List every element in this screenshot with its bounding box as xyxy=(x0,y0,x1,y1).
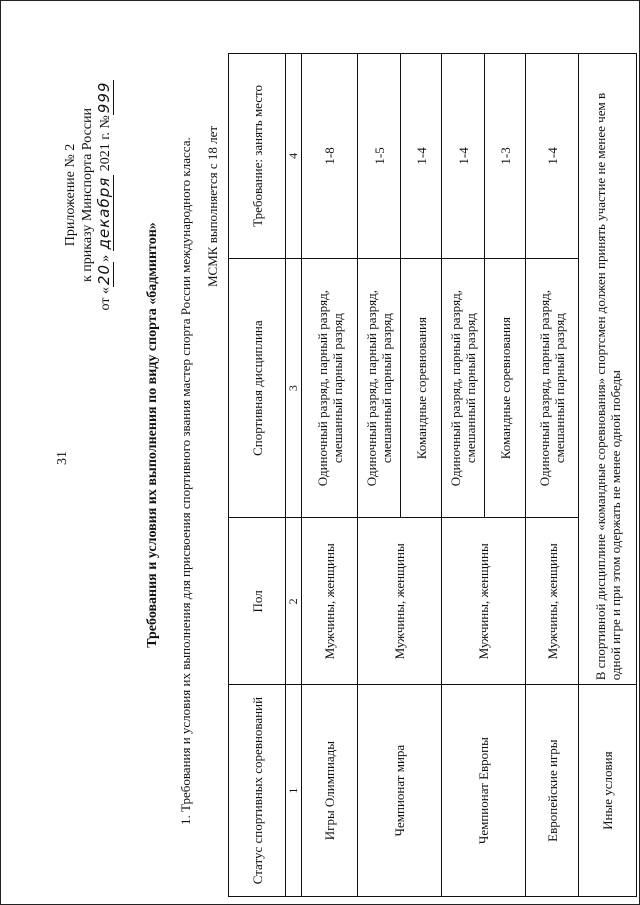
cell-other-text: В спортивной дисциплине «командные соревнования» спортсмен должен принять участие не менее чем в одной игре и при этом одержать не менее одной победы xyxy=(579,54,637,685)
cell-status: Чемпионат мира xyxy=(358,685,442,897)
cell-discipline: Командные соревнования xyxy=(401,258,442,518)
cell-place: 1-5 xyxy=(358,54,401,259)
cell-status: Игры Олимпиады xyxy=(302,685,358,897)
table-row xyxy=(358,54,401,897)
cell-place: 1-8 xyxy=(302,54,358,259)
column-number-row xyxy=(286,54,302,897)
appendix-line-1: Приложение № 2 xyxy=(63,143,78,247)
cell-discipline: Одиночный разряд, парный разряд, смешанный парный разряд xyxy=(526,258,579,518)
requirements-table xyxy=(228,53,637,897)
cell-status: Чемпионат Европы xyxy=(442,685,526,897)
handwritten-day: 20 xyxy=(95,263,113,285)
header-sex: Пол xyxy=(229,518,286,685)
col-number: 2 xyxy=(286,518,302,685)
col-number: 4 xyxy=(286,54,302,259)
appendix-header xyxy=(62,45,114,345)
table-row xyxy=(526,54,579,897)
appendix-date-line xyxy=(96,45,114,345)
page-number: 31 xyxy=(55,451,70,465)
cell-discipline: Одиночный разряд, парный разряд, смешанный парный разряд xyxy=(302,258,358,518)
cell-sex: Мужчины, женщины xyxy=(302,518,358,685)
handwritten-month: декабря xyxy=(95,176,113,250)
cell-place: 1-4 xyxy=(401,54,442,259)
cell-sex: Мужчины, женщины xyxy=(358,518,442,685)
col-number: 3 xyxy=(286,258,302,518)
cell-sex: Мужчины, женщины xyxy=(442,518,526,685)
cell-sex: Мужчины, женщины xyxy=(526,518,579,685)
cell-place: 1-4 xyxy=(442,54,485,259)
header-row xyxy=(229,54,286,897)
cell-discipline: Одиночный разряд, парный разряд, смешанный парный разряд xyxy=(358,258,401,518)
intro-paragraph: 1. Требования и условия их выполнения для присвоения спортивного звания мастер спорта России международного класса. xyxy=(178,137,193,825)
date-prefix: от « xyxy=(98,287,113,311)
cell-other-status: Иные условия xyxy=(579,685,637,897)
header-discipline: Спортивная дисциплина xyxy=(229,258,286,518)
date-mid: » xyxy=(98,254,113,262)
cell-place: 1-3 xyxy=(485,54,526,259)
cell-discipline: Одиночный разряд, парный разряд, смешанный парный разряд xyxy=(442,258,485,518)
cell-status: Европейские игры xyxy=(526,685,579,897)
document-title: Требования и условия их выполнения по виду спорта «бадминтон» xyxy=(145,222,160,648)
cell-place: 1-4 xyxy=(526,54,579,259)
appendix-line-2: к приказу Минспорта России xyxy=(80,108,95,282)
table-row xyxy=(442,54,485,897)
col-number: 1 xyxy=(286,685,302,897)
other-conditions-row xyxy=(579,54,637,897)
header-status: Статус спортивных соревнований xyxy=(229,685,286,897)
handwritten-order-number: 999 xyxy=(95,81,113,114)
table-row xyxy=(302,54,358,897)
date-year: 2021 г. № xyxy=(98,115,113,172)
cell-discipline: Командные соревнования xyxy=(485,258,526,518)
header-requirement: Требование: занять место xyxy=(229,54,286,259)
age-note: МСМК выполняется с 18 лет xyxy=(205,125,220,287)
